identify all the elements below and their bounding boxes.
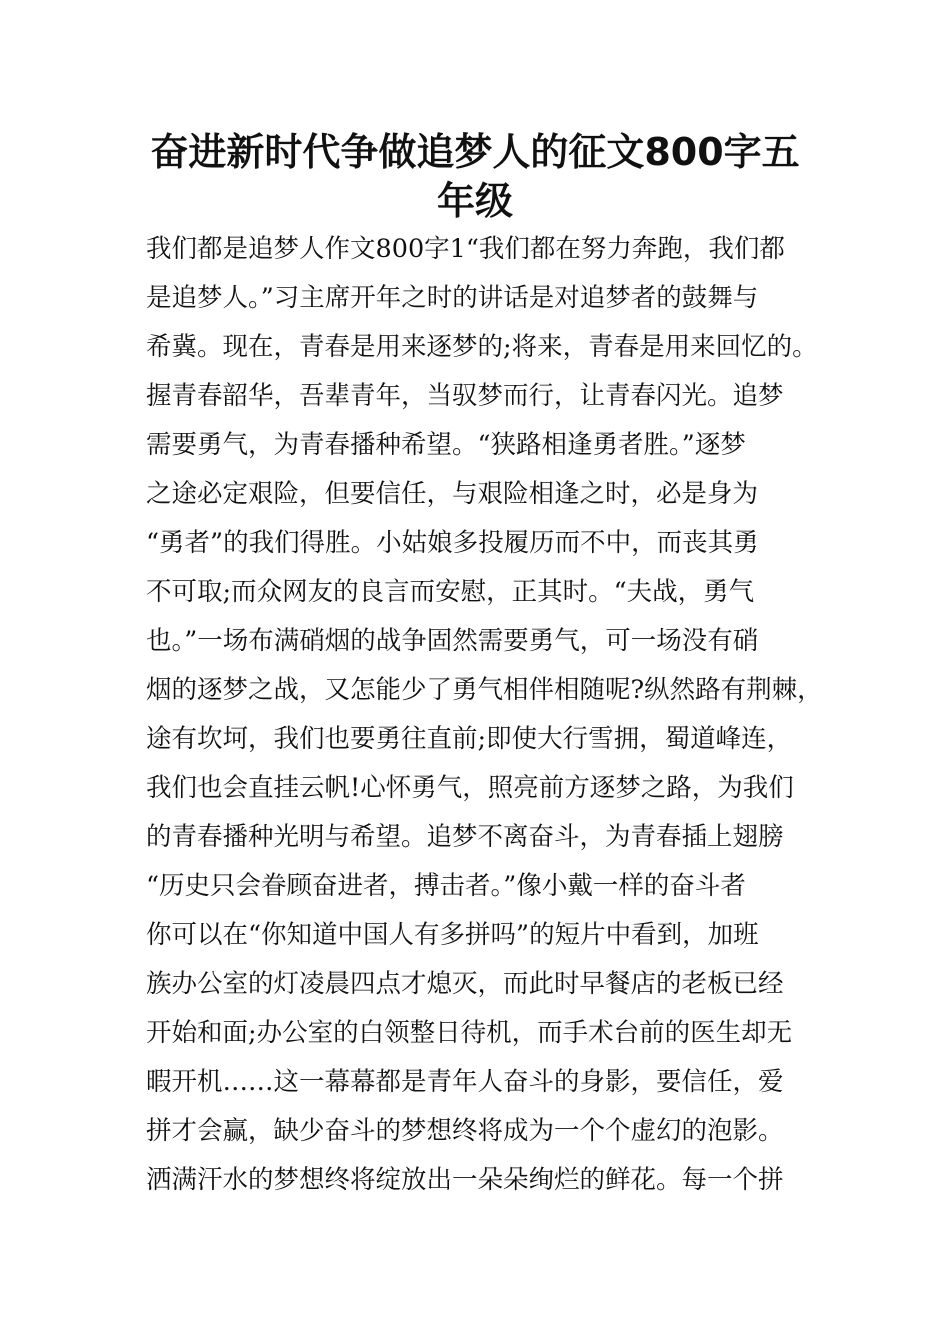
body-line-12: 我们也会直挂云帆!心怀勇气，照亮前方逐梦之路，为我们 bbox=[146, 773, 794, 803]
body-line-14: “历史只会眷顾奋进者，搏击者。”像小戴一样的奋斗者 bbox=[146, 871, 746, 901]
body-line-19: 拼才会赢，缺少奋斗的梦想终将成为一个个虚幻的泡影。 bbox=[146, 1116, 784, 1146]
body-line-6: 之途必定艰险，但要信任，与艰险相逢之时，必是身为 bbox=[146, 479, 759, 509]
document-title-line-1: 奋进新时代争做追梦人的征文800字五 bbox=[150, 130, 800, 174]
body-line-1: 我们都是追梦人作文800字1“我们都在努力奔跑，我们都 bbox=[146, 234, 785, 264]
body-line-8: 不可取;而众网友的良言而安慰，正其时。“夫战，勇气 bbox=[146, 577, 755, 607]
body-line-7: “勇者”的我们得胜。小姑娘多投履历而不中，而丧其勇 bbox=[146, 528, 759, 558]
body-line-18: 暇开机……这一幕幕都是青年人奋斗的身影，要信任，爱 bbox=[146, 1067, 784, 1097]
body-line-17: 开始和面;办公室的白领整日待机，而手术台前的医生却无 bbox=[146, 1018, 793, 1048]
body-line-10: 烟的逐梦之战，又怎能少了勇气相伴相随呢?纵然路有荆棘， bbox=[146, 675, 823, 705]
body-line-5: 需要勇气，为青春播种希望。“狭路相逢勇者胜。”逐梦 bbox=[146, 430, 746, 460]
body-line-3: 希冀。现在，青春是用来逐梦的;将来，青春是用来回忆的。 bbox=[146, 332, 818, 362]
body-line-2: 是追梦人。”习主席开年之时的讲话是对追梦者的鼓舞与 bbox=[146, 283, 759, 313]
body-line-15: 你可以在“你知道中国人有多拼吗”的短片中看到，加班 bbox=[146, 920, 759, 950]
body-line-11: 途有坎坷，我们也要勇往直前;即使大行雪拥，蜀道峰连， bbox=[146, 724, 793, 754]
body-line-4: 握青春韶华，吾辈青年，当驭梦而行，让青春闪光。追梦 bbox=[146, 381, 784, 411]
document-title-line-2: 年级 bbox=[436, 179, 513, 223]
body-line-9: 也。”一场布满硝烟的战争固然需要勇气，可一场没有硝 bbox=[146, 626, 759, 656]
body-line-16: 族办公室的灯凌晨四点才熄灭，而此时早餐店的老板已经 bbox=[146, 969, 784, 999]
body-line-20: 洒满汗水的梦想终将绽放出一朵朵绚烂的鲜花。每一个拼 bbox=[146, 1165, 784, 1195]
body-line-13: 的青春播种光明与希望。追梦不离奋斗，为青春插上翅膀 bbox=[146, 822, 784, 852]
